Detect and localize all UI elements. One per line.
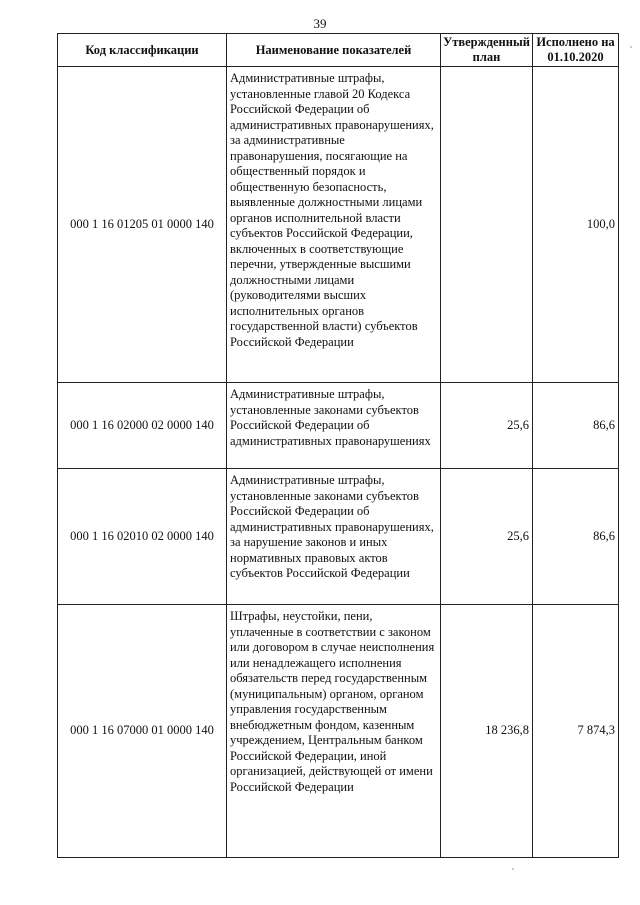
indicator-name: Административные штрафы, установленные законами субъектов Российской Федерации об административных правонарушениях — [227, 383, 441, 469]
approved-plan: 25,6 — [441, 469, 533, 605]
table-row — [58, 605, 619, 858]
scan-speck — [630, 46, 632, 48]
table-header — [58, 34, 619, 67]
header-plan: Утвержденный план — [441, 34, 533, 67]
indicator-name: Административные штрафы, установленные главой 20 Кодекса Российской Федерации об административных правонарушениях, за административные правонарушения, посягающие на общественный порядок и общественную безопасность, выявленные должностными лицами органов исполнительной власти субъектов Российской Федерации, включенных в соответствующие перечни, утвержденные высшими должностными лицами (руководителями высших исполнительных органов государственной власти) субъектов Российской Федерации — [227, 67, 441, 383]
approved-plan: 18 236,8 — [441, 605, 533, 858]
classification-code: 000 1 16 02000 02 0000 140 — [58, 383, 227, 469]
table-row — [58, 383, 619, 469]
approved-plan — [441, 67, 533, 383]
executed-value: 86,6 — [533, 469, 619, 605]
indicator-name: Штрафы, неустойки, пени, уплаченные в соответствии с законом или договором в случае неисполнения или ненадлежащего исполнения обязательств перед государственным (муниципальным) органом, органом управления государственным внебюджетным фондом, казенным учреждением, Центральным банком Российской Федерации, иной организацией, действующей от имени Российской Федерации — [227, 605, 441, 858]
executed-value: 7 874,3 — [533, 605, 619, 858]
executed-value: 100,0 — [533, 67, 619, 383]
indicator-name: Административные штрафы, установленные законами субъектов Российской Федерации об административных правонарушениях, за нарушение законов и иных нормативных правовых актов субъектов Российской Федерации — [227, 469, 441, 605]
classification-code: 000 1 16 07000 01 0000 140 — [58, 605, 227, 858]
approved-plan: 25,6 — [441, 383, 533, 469]
budget-table — [57, 33, 619, 858]
table-row — [58, 67, 619, 383]
table-row — [58, 469, 619, 605]
classification-code: 000 1 16 02010 02 0000 140 — [58, 469, 227, 605]
page-number: 39 — [313, 16, 327, 31]
scan-speck — [512, 868, 514, 870]
header-executed: Исполнено на 01.10.2020 — [533, 34, 619, 67]
header-name: Наименование показателей — [227, 34, 441, 67]
classification-code: 000 1 16 01205 01 0000 140 — [58, 67, 227, 383]
header-code: Код классификации — [58, 34, 227, 67]
executed-value: 86,6 — [533, 383, 619, 469]
